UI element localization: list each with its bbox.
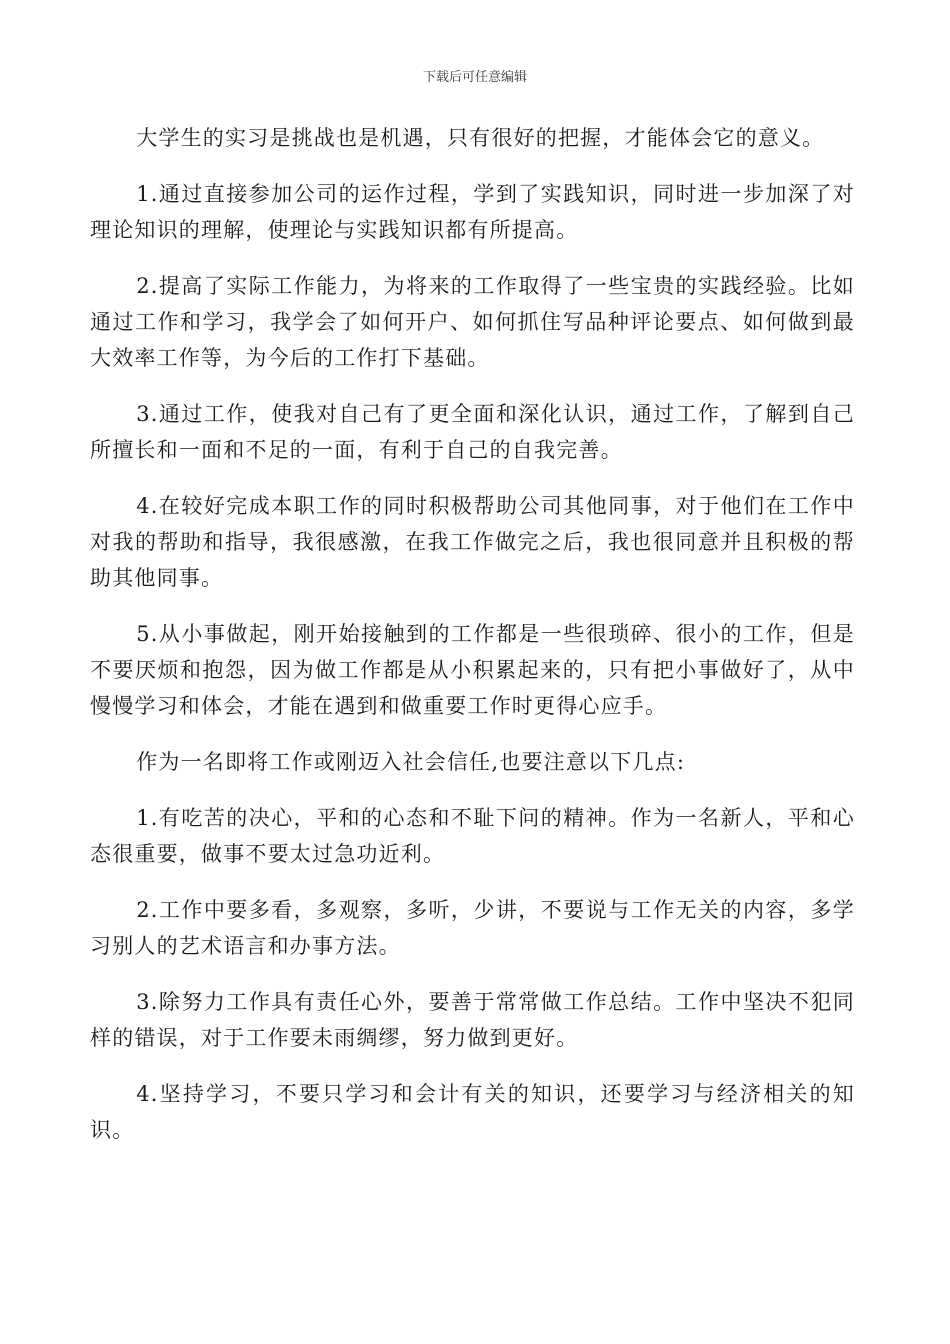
document-body	[90, 120, 855, 1168]
paragraph-intro: 大学生的实习是挑战也是机遇，只有很好的把握，才能体会它的意义。	[136, 126, 825, 150]
paragraph-gain-2: 2.提高了实际工作能力，为将来的工作取得了一些宝贵的实践经验。比如通过工作和学习，我学会了如何开户、如何抓住写品种评论要点、如何做到最大效率工作等，为今后的工作打下基础。	[90, 274, 855, 370]
page-header-note: 下载后可任意编辑	[422, 70, 527, 85]
paragraph-gain-3: 3.通过工作，使我对自己有了更全面和深化认识，通过工作，了解到自己所擅长和一面和不足的一面，有利于自己的自我完善。	[90, 402, 855, 462]
paragraph-advice-4: 4.坚持学习，不要只学习和会计有关的知识，还要学习与经济相关的知识。	[90, 1082, 855, 1142]
paragraph-gain-4: 4.在较好完成本职工作的同时积极帮助公司其他同事，对于他们在工作中对我的帮助和指导，我很感激，在我工作做完之后，我也很同意并且积极的帮助其他同事。	[90, 494, 855, 590]
paragraph-gain-1: 1.通过直接参加公司的运作过程，学到了实践知识，同时进一步加深了对理论知识的理解，使理论与实践知识都有所提高。	[90, 182, 855, 242]
paragraph-gain-5: 5.从小事做起，刚开始接触到的工作都是一些很琐碎、很小的工作，但是不要厌烦和抱怨，因为做工作都是从小积累起来的，只有把小事做好了，从中慢慢学习和体会，才能在遇到和做重要工作时更得心应手。	[90, 622, 855, 718]
paragraph-advice-intro: 作为一名即将工作或刚迈入社会信任,也要注意以下几点:	[136, 750, 686, 774]
paragraph-advice-2: 2.工作中要多看，多观察，多听，少讲，不要说与工作无关的内容，多学习别人的艺术语言和办事方法。	[90, 898, 855, 958]
paragraph-advice-3: 3.除努力工作具有责任心外，要善于常常做工作总结。工作中坚决不犯同样的错误，对于工作要未雨绸缪，努力做到更好。	[90, 990, 855, 1050]
paragraph-advice-1: 1.有吃苦的决心，平和的心态和不耻下问的精神。作为一名新人，平和心态很重要，做事不要太过急功近利。	[90, 806, 855, 866]
